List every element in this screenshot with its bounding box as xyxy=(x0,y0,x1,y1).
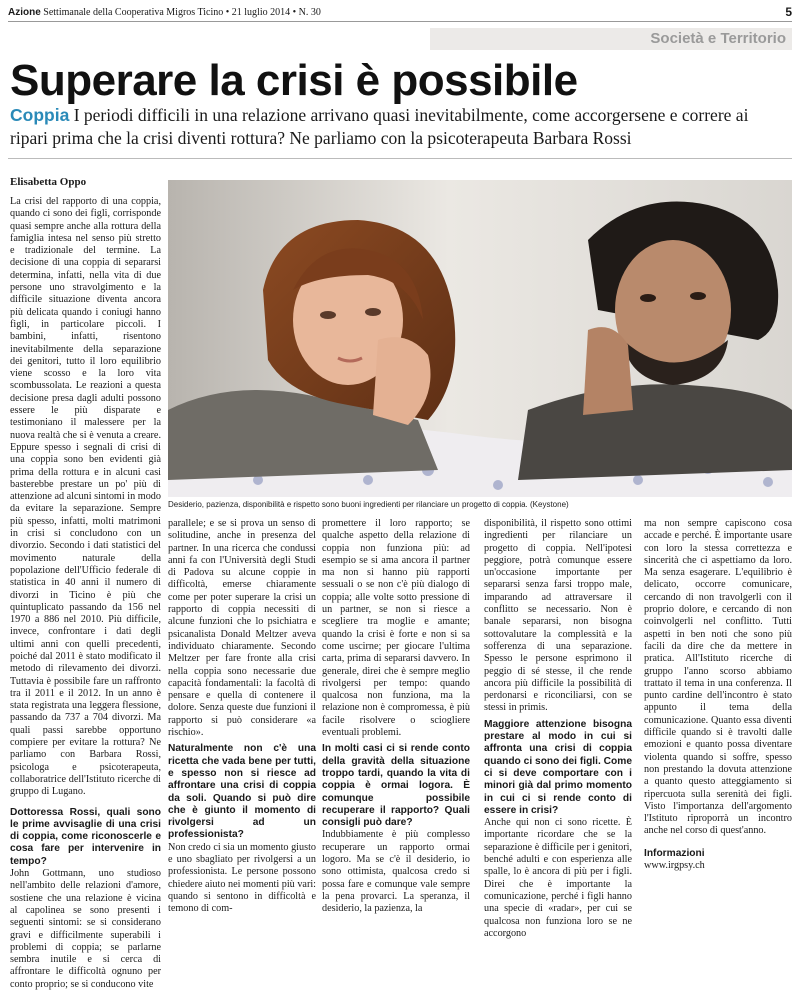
section-title: Società e Territorio xyxy=(650,30,786,47)
info-link[interactable]: www.irgpsy.ch xyxy=(644,860,705,872)
headline: Superare la crisi è possibile xyxy=(10,56,578,105)
masthead: Azione Settimanale della Cooperativa Migros Ticino • 21 luglio 2014 • N. 30 xyxy=(8,7,321,18)
paragraph: La crisi del rapporto di una coppia, quando ci sono dei figli, corrisponde quasi sempre anche alla rottura della famiglia intesa nel senso più stretto e tradizionale del termine. La decisione di una coppia di separarsi determina, infatti, nella vita di due persone uno stravolgimento e la difficile situazione diventa ancora più delicata quando i coniugi hanno figli, in particolare piccoli. I bambini, infatti, risentono inevitabilmente della separazione dei genitori, tutto il loro equilibrio viene scosso e la loro vita scombussolata. Le reazioni a questa decisione presa dagli adulti possono essere le più disparate e testimoniano il malessere per la nuova realtà che si è venuta a creare. Eppure spesso i segnali di crisi di una coppia sono ben evidenti già prima della rottura e in alcuni casi basterebbe prestare un po' più di attenzione ad alcuni sintomi in modo da evitare la separazione. Sempre più spesso, infatti, molti matrimoni in crisi si concludono con un divorzio. Secondo i dati statistici del movimento naturale della popolazione dell'Ufficio federale di statistica in 40 anni il numero di divorzi in Ticino è più che quintuplicato passando da 156 nel 1970 a 886 nel 2010. Più difficile, invece, confrontare i dati degli ultimi anni con quelli precedenti, poiché dal 2011 è stato modificato il metodo di rilevamento dei divorzi. Tuttavia è possibile fare un raffronto tra il 2011 e il 2012. In un anno è stata registrata una leggera flessione, passando da 737 a 704 divorzi. Ma quali passi sarebbe opportuno compiere per evitare la rottura? Ne parliamo con Barbara Rossi, psicologa e psicoterapeuta, collaboratrice dell'Istituto ricerche di gruppo di Lugano. xyxy=(10,196,161,798)
deck-text: I periodi difficili in una relazione arrivano quasi inevitabilmente, come accorgersene e correre ai ripari prima che la crisi diventi rottura? Ne parliamo con la psicoterapeuta Barbara Rossi xyxy=(10,105,749,148)
photo-image xyxy=(168,180,792,497)
paragraph: Non credo ci sia un momento giusto e uno sbagliato per rivolgersi a un professionista. Le persone possono chiedere aiuto nei momenti più vari: quando si sentono in difficoltà e temono di com- xyxy=(168,841,316,915)
interview-question: Naturalmente non c'è una ricetta che vada bene per tutti, e spesso non si riesce ad affrontare una crisi di coppia da soli. Quando si può dire che è giunto il momento di rivolgersi ad un professionista? xyxy=(168,743,316,841)
publication-subtitle: Settimanale della Cooperativa Migros Ticino xyxy=(43,7,224,18)
byline: Elisabetta Oppo xyxy=(10,176,87,188)
paragraph: ma non sempre capiscono cosa accade e perché. È importante usare con loro la stessa correttezza e sincerità che ci aspettiamo da loro. Ma senza esagerare. L'equilibrio è delicato, occorre comunicare, cercando di non travolgerli con il proprio dolore, e cercando di non coinvolgerli nel conflitto. Tutti aspetti in ben noti che sono più facili da dire che da mettere in pratica. All'Istituto ricerche di gruppo l'anno scorso abbiamo trattato il tema in una conferenza. Il punto cardine dell'incontro è stato appunto il tema della comunicazione. Quanto essa diventi difficile quando si è travolti dalle emozioni e quanto possa diventare violenta quando si soffre, spesso non prestando la dovuta attenzione a quanto questo atteggiamento si ripercuota sulla serenità dei figli. Visto l'importanza dell'argomento l'Istituto riproporrà un incontro anche nel corso di quest'anno. xyxy=(644,518,792,837)
deck-kicker: Coppia xyxy=(10,105,70,125)
photo-caption: Desiderio, pazienza, disponibilità e rispetto sono buoni ingredienti per rilanciare un progetto di coppia. (Keystone) xyxy=(168,500,569,509)
section-bar xyxy=(430,28,792,50)
paragraph: parallele; e se si prova un senso di solitudine, anche in presenza del partner. In una ricerca che condussi anni fa con l'Università degli Studi di Padova su alcune coppie in difficoltà, emerse chiaramente come per poter superare la crisi un rapporto di coppia necessiti di alcune funzioni che lo psichiatra e psicanalista Donald Meltzer aveva individuato chiaramente. Secondo Meltzer per fare fronte alla crisi nella coppia sono necessarie due capacità fondamentali: la facoltà di pensare e quella di contenere il dolore. Senza queste due funzioni il rapporto si può considerare «a rischio». xyxy=(168,518,316,739)
paragraph: disponibilità, il rispetto sono ottimi ingredienti per rilanciare un progetto di coppia. Nell'ipotesi peggiore, potrà comunque essere un'occasione importante per separarsi senza farsi troppo male, imparando ad attraversare il conflitto se necessario. Non è banale separarsi, non bisogna sottovalutare la complessità e la sofferenza di una separazione. Spesso le persone esprimono il peggio di sé stesse, il che rende ancora più difficile la possibilità di perdonarsi e riconciliarsi, con se stessi in primis. xyxy=(484,518,632,714)
couple-photo xyxy=(168,180,792,497)
divider xyxy=(8,158,792,159)
article-column-5 xyxy=(644,518,792,872)
publication-name: Azione xyxy=(8,7,41,18)
info-title: Informazioni xyxy=(644,847,705,859)
article-column-4 xyxy=(484,518,632,939)
article-column-1 xyxy=(10,196,161,990)
page-header xyxy=(8,4,792,22)
interview-question: In molti casi ci si rende conto della gravità della situazione troppo tardi, quando la vita di coppia è ormai logora. È comunque possibile recuperare il rapporto? Quali consigli può dare? xyxy=(322,743,470,829)
article-column-3 xyxy=(322,518,470,915)
interview-question: Maggiore attenzione bisogna prestare al modo in cui si affronta una crisi di coppia quando ci sono dei figli. Come ci si deve comportare con i minori già dal primo momento in cui ci si rende conto di essere in crisi? xyxy=(484,718,632,816)
issue-number: N. 30 xyxy=(298,7,321,18)
paragraph: Indubbiamente è più complesso recuperare un rapporto ormai logoro. Ma se c'è il desiderio, io sono ottimista, qualcosa credo si possa fare e comunque vale sempre la pena provarci. La speranza, il desiderio, la pazienza, la xyxy=(322,829,470,915)
paragraph: John Gottmann, uno studioso nell'ambito delle relazioni d'amore, sostiene che una relazione è vicina al capolinea se sono presenti i seguenti sintomi: se si considerano gravi e difficilmente superabili i problemi di coppia; se parlarne sembra inutile e si cerca di affrontare le difficoltà ognuno per conto proprio; se si conducono vite xyxy=(10,868,161,990)
paragraph: Anche qui non ci sono ricette. È importante ricordare che se la separazione è difficile per i genitori, benché adulti e con esperienza alle spalle, lo è ancora di più per i figli. Direi che è importante la comunicazione, perché i figli hanno una specie di «radar», per cui se qualcosa non funziona loro se ne accorgono xyxy=(484,817,632,939)
issue-date: 21 luglio 2014 xyxy=(231,7,291,18)
interview-question: Dottoressa Rossi, quali sono le prime avvisaglie di una crisi di coppia, come riconoscerle e cosa fare per intervenire in tempo? xyxy=(10,806,161,867)
paragraph: promettere il loro rapporto; se qualche aspetto della relazione di coppia non funziona più: ad esempio se si ama ancora il partner ma non si hanno più rapporti sessuali o se non c'è più dialogo di coppia; alle volte sotto pressione di un partner, se non si riesce a scegliere tra moglie e amante; quando la crisi è forte e non si sa come uscirne; per giocare l'ultima carta, prima di separarsi davvero. In generale, direi che è sempre meglio rivolgersi per tempo: quando qualcosa non funziona, ma la relazione non è compromessa, è più facile risolvere o sciogliere eventuali problemi. xyxy=(322,518,470,739)
article-column-2 xyxy=(168,518,316,915)
page-number: 5 xyxy=(785,5,792,19)
deck xyxy=(10,104,790,150)
